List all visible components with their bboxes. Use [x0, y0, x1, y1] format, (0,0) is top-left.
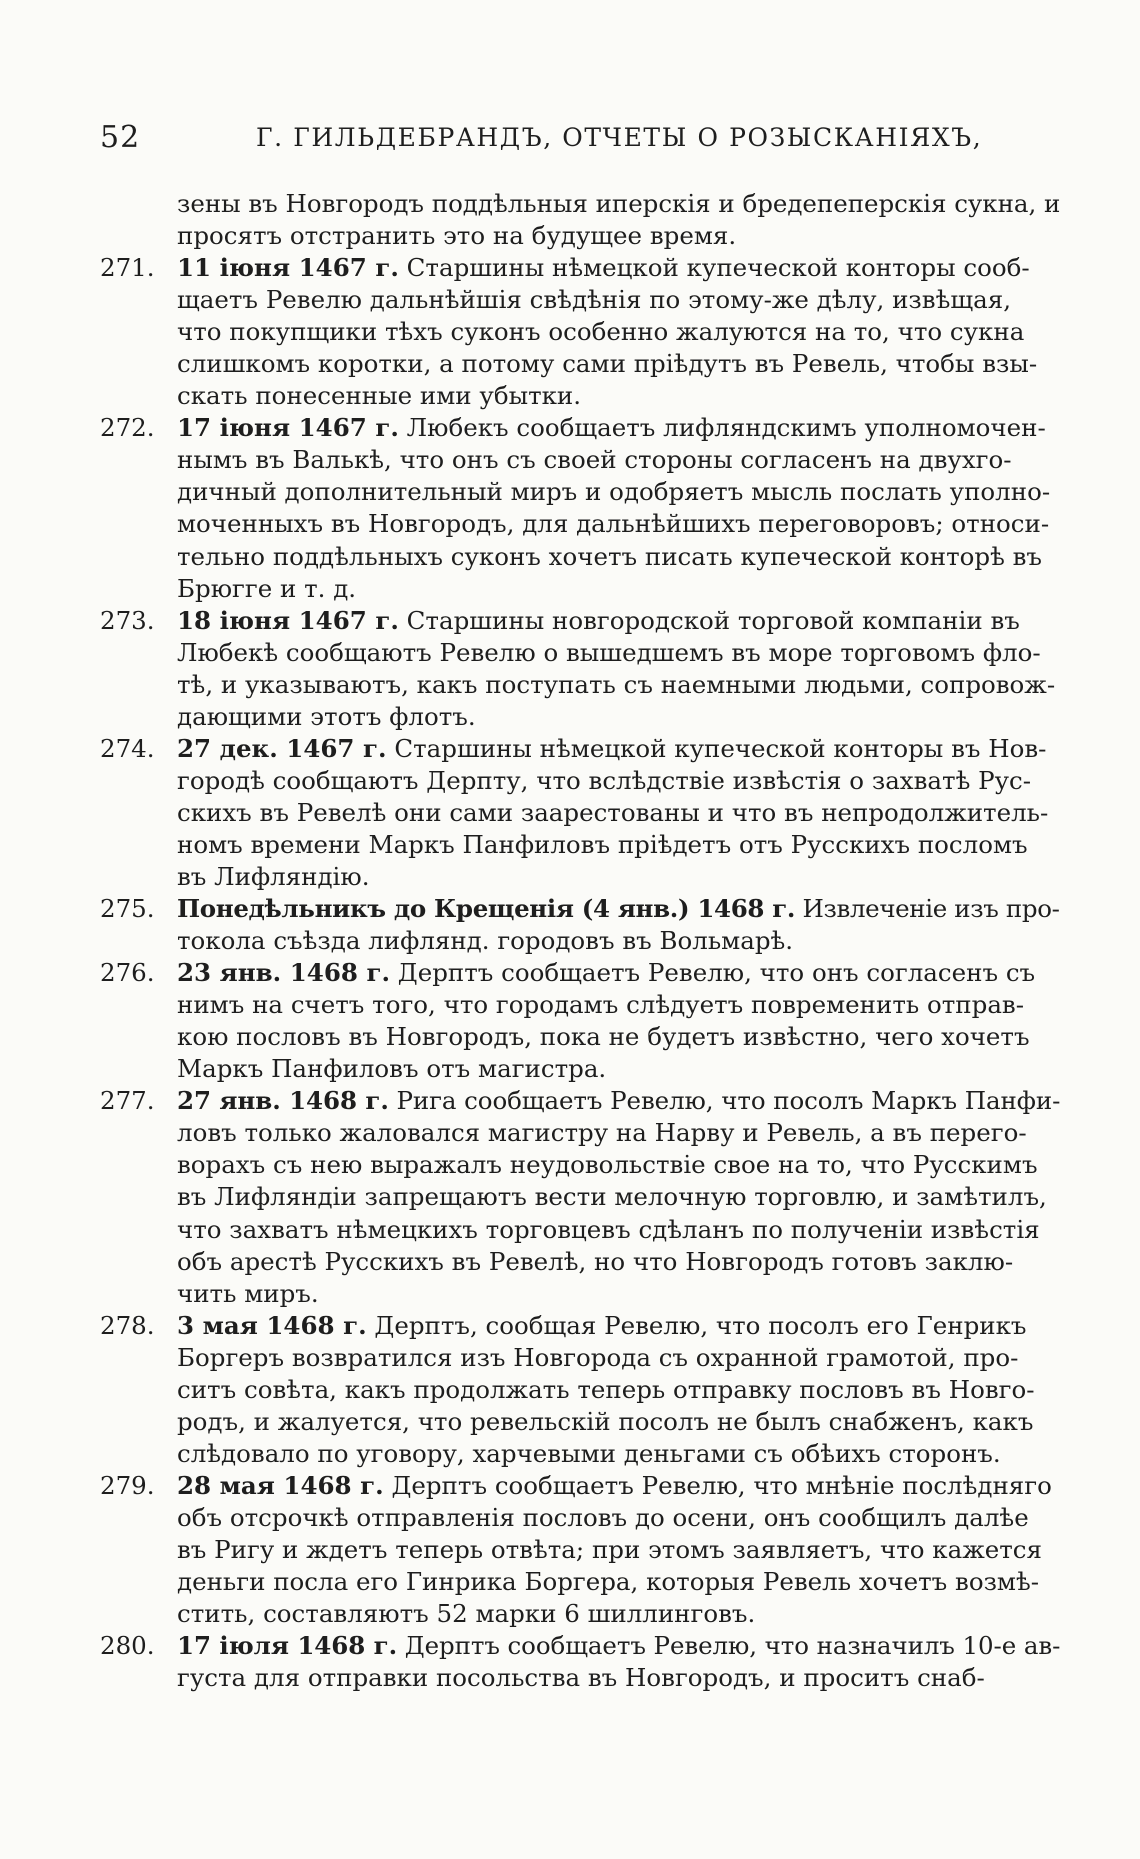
entry-276 [100, 957, 1060, 1085]
text-line [177, 412, 1060, 444]
text-line: чить миръ. [177, 1278, 319, 1308]
text-line: деньги посла его Гинрика Боргера, которыя Ревель хочетъ возмѣ- [177, 1567, 1040, 1597]
entry-number: 278. [100, 1310, 155, 1340]
entry-275 [100, 893, 1060, 957]
text-line [177, 1630, 1060, 1662]
text-line [177, 605, 1060, 637]
entry-number: 279. [100, 1470, 155, 1500]
text-line: въ Лифляндію. [177, 861, 370, 891]
entry-274 [100, 733, 1060, 893]
text-line: въ Лифляндіи запрещаютъ вести мелочную торговлю, и замѣтилъ, [177, 1182, 1047, 1212]
text-line: густа для отправки посольства въ Новгородъ, и проситъ снаб- [177, 1663, 985, 1693]
entry-text: Старшины нѣмецкой купеческой конторы въ Нов- [386, 733, 1047, 763]
text-line: просятъ отстранить это на будущее время. [177, 221, 737, 251]
text-line: родъ, и жалуется, что ревельскій посолъ не былъ снабженъ, какъ [177, 1406, 1034, 1436]
text-line: скихъ въ Ревелѣ они сами заарестованы и что въ непродолжитель- [177, 797, 1049, 827]
text-line: что захватъ нѣмецкихъ торговцевъ сдѣланъ по полученіи извѣстія [177, 1214, 1040, 1244]
text-line: ловъ только жаловался магистру на Нарву и Ревель, а въ перего- [177, 1118, 1027, 1148]
entry-number: 273. [100, 605, 155, 635]
text-line: щаетъ Ревелю дальнѣйшія свѣдѣнія по этому-же дѣлу, извѣщая, [177, 285, 1011, 315]
entry-number: 280. [100, 1631, 155, 1661]
entry-date: 27 дек. 1467 г. [177, 733, 387, 763]
entry-277 [100, 1085, 1060, 1309]
entry-272 [100, 412, 1060, 604]
text-line [177, 1310, 1060, 1342]
entry-date: 18 іюня 1467 г. [177, 605, 399, 635]
entry-280 [100, 1630, 1060, 1694]
body-text [100, 188, 1060, 1694]
entry-273 [100, 605, 1060, 733]
text-line: дающими этотъ флотъ. [177, 701, 476, 731]
entry-278 [100, 1310, 1060, 1470]
text-line: нимъ на счетъ того, что городамъ слѣдуетъ повременить отправ- [177, 990, 1024, 1020]
text-line: тѣ, и указываютъ, какъ поступать съ наемными людьми, сопровож- [177, 669, 1056, 699]
page-number: 52 [100, 120, 141, 155]
text-line: городѣ сообщаютъ Дерпту, что вслѣдствіе извѣстія о захватѣ Рус- [177, 765, 1032, 795]
text-line: токола съѣзда лифлянд. городовъ въ Вольмарѣ. [177, 926, 794, 956]
text-line: Любекѣ сообщаютъ Ревелю о вышедшемъ въ море торговомъ фло- [177, 637, 1041, 667]
text-line: кою пословъ въ Новгородъ, пока не будетъ извѣстно, чего хочетъ [177, 1022, 1030, 1052]
entry-text: Старшины новгородской торговой компаніи въ [398, 605, 1020, 635]
entry-date: 3 мая 1468 г. [177, 1310, 367, 1340]
text-line: ворахъ съ нею выражалъ неудовольствіе свое на то, что Русскимъ [177, 1150, 1038, 1180]
entry-date: 17 іюня 1467 г. [177, 413, 399, 443]
entry-number: 276. [100, 958, 155, 988]
running-title: Г. ГИЛЬДЕБРАНДЪ, ОТЧЕТЫ О РОЗЫСКАНІЯХЪ, [256, 123, 983, 152]
entry-text: Старшины нѣмецкой купеческой конторы сооб- [398, 253, 1030, 283]
entry-date: 27 янв. 1468 г. [177, 1086, 389, 1116]
entry-271 [100, 252, 1060, 412]
entry-text: Дерптъ, сообщая Ревелю, что посолъ его Генрикъ [366, 1310, 1027, 1340]
text-line: Брюгге и т. д. [177, 573, 357, 603]
running-head [100, 118, 1040, 158]
text-line: въ Ригу и ждетъ теперь отвѣта; при этомъ заявляетъ, что кажется [177, 1534, 1042, 1564]
text-line: нымъ въ Валькѣ, что онъ съ своей стороны согласенъ на двухго- [177, 445, 1012, 475]
text-line [177, 957, 1060, 989]
continuation-paragraph [100, 188, 1060, 252]
text-line: Боргеръ возвратился изъ Новгорода съ охранной грамотой, про- [177, 1342, 1019, 1372]
entry-279 [100, 1470, 1060, 1630]
entry-text: Дерптъ сообщаетъ Ревелю, что мнѣніе послѣдняго [383, 1470, 1052, 1500]
entry-date: 28 мая 1468 г. [177, 1470, 384, 1500]
text-line: слѣдовало по уговору, харчевыми деньгами съ обѣихъ сторонъ. [177, 1438, 1001, 1468]
text-line [177, 252, 1060, 284]
entry-date: 11 іюня 1467 г. [177, 253, 399, 283]
entry-number: 274. [100, 733, 155, 763]
text-line [177, 1470, 1060, 1502]
entry-text: Извлеченіе изъ про- [795, 894, 1060, 924]
text-line: объ арестѣ Русскихъ въ Ревелѣ, но что Новгородъ готовъ заклю- [177, 1246, 1014, 1276]
text-line: номъ времени Маркъ Панфиловъ пріѣдетъ отъ Русскихъ посломъ [177, 829, 1028, 859]
entry-date: 17 іюля 1468 г. [177, 1631, 398, 1661]
text-line: скать понесенные ими убытки. [177, 381, 582, 411]
text-line: Маркъ Панфиловъ отъ магистра. [177, 1054, 607, 1084]
entry-date: Понедѣльникъ до Крещенія (4 янв.) 1468 г. [177, 894, 796, 924]
entry-number: 275. [100, 894, 155, 924]
text-line: дичный дополнительный миръ и одобряетъ мысль послать уполно- [177, 477, 1051, 507]
entry-number: 272. [100, 413, 155, 443]
text-line: моченныхъ въ Новгородъ, для дальнѣйшихъ переговоровъ; относи- [177, 509, 1050, 539]
text-line: что покупщики тѣхъ суконъ особенно жалуются на то, что сукна [177, 317, 1025, 347]
entry-number: 277. [100, 1086, 155, 1116]
text-line [177, 1085, 1060, 1117]
entry-number: 271. [100, 253, 155, 283]
entry-text: Дерптъ сообщаетъ Ревелю, что назначилъ 10-е ав- [397, 1631, 1061, 1661]
text-line: ситъ совѣта, какъ продолжать теперь отправку пословъ въ Новго- [177, 1374, 1035, 1404]
text-line [177, 893, 1060, 925]
text-line: объ отсрочкѣ отправленія пословъ до осени, онъ сообщилъ далѣе [177, 1502, 1029, 1532]
entry-text: Рига сообщаетъ Ревелю, что посолъ Маркъ Панфи- [388, 1086, 1061, 1116]
text-line: стить, составляютъ 52 марки 6 шиллинговъ. [177, 1599, 756, 1629]
entry-text: Дерптъ сообщаетъ Ревелю, что онъ согласенъ съ [390, 958, 1036, 988]
entry-text: Любекъ сообщаетъ лифляндскимъ уполномочен- [398, 413, 1046, 443]
entry-date: 23 янв. 1468 г. [177, 958, 390, 988]
text-line: слишкомъ коротки, а потому сами пріѣдутъ въ Ревель, чтобы взы- [177, 349, 1038, 379]
text-line: тельно поддѣльныхъ суконъ хочетъ писать купеческой конторѣ въ [177, 541, 1043, 571]
text-line [177, 733, 1060, 765]
text-line: зены въ Новгородъ поддѣльныя иперскія и бредепеперскія сукна, и [177, 189, 1061, 218]
